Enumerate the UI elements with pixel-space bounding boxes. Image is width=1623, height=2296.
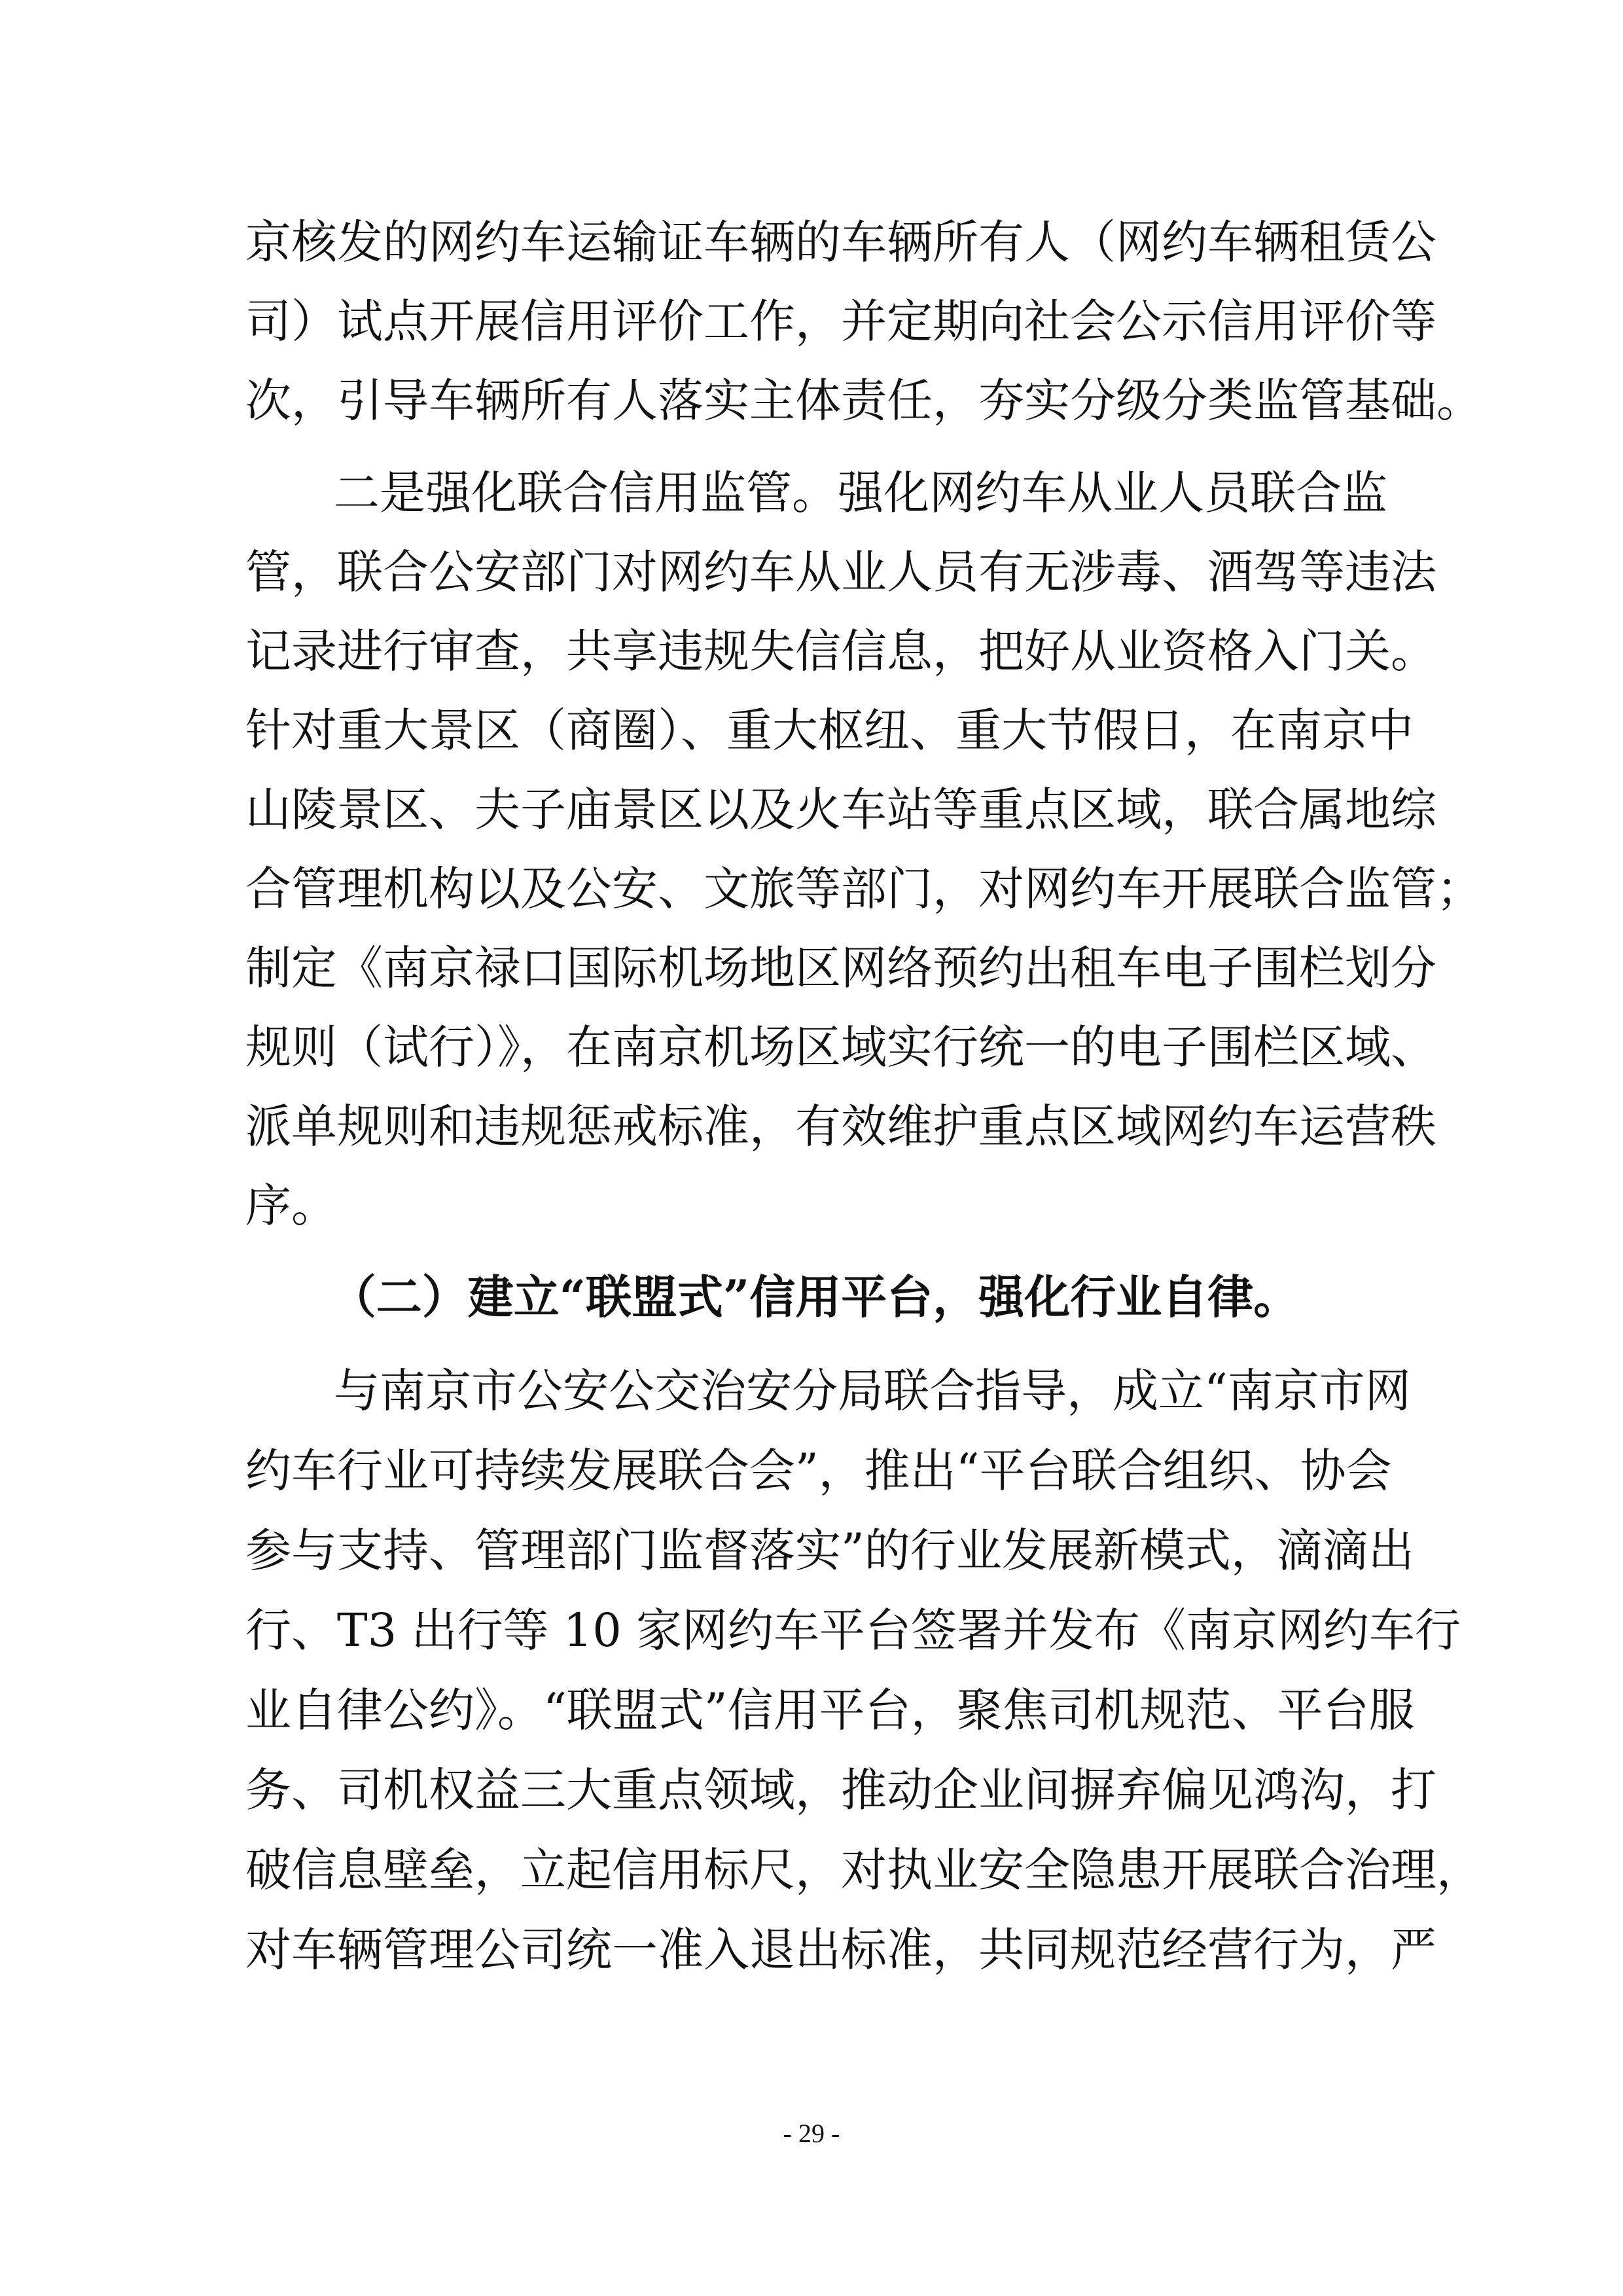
- body-text-line: 务、司机权益三大重点领域，推动企业间摒弃偏见鸿沟，打: [245, 1763, 1436, 1817]
- paragraph-first-line: 二是强化联合信用监管。强化网约车从业人员联合监: [334, 466, 1387, 520]
- body-text-line: 司）试点开展信用评价工作，并定期向社会公示信用评价等: [245, 295, 1436, 348]
- paragraph-last-line: 序。: [245, 1179, 337, 1232]
- body-text-line: 规则（试行）》，在南京机场区域实行统一的电子围栏区域、: [245, 1020, 1436, 1074]
- body-text-line: 记录进行审查，共享违规失信信息，把好从业资格入门关。: [245, 624, 1436, 678]
- body-text-line: 业自律公约》。“联盟式”信用平台，聚焦司机规范、平台服: [245, 1683, 1415, 1737]
- body-text-line: 针对重大景区（商圈）、重大枢纽、重大节假日，在南京中: [245, 704, 1414, 757]
- body-text-line: 制定《南京禄口国际机场地区网络预约出租车电子围栏划分: [245, 941, 1436, 995]
- body-text-line: 约车行业可持续发展联合会”，推出“平台联合组织、协会: [245, 1444, 1392, 1498]
- body-text-line: 破信息壁垒，立起信用标尺，对执业安全隐患开展联合治理，: [245, 1843, 1482, 1897]
- body-text-line: 京核发的网约车运输证车辆的车辆所有人（网约车辆租赁公: [245, 215, 1436, 269]
- body-text-line: 派单规则和违规惩戒标准，有效维护重点区域网约车运营秩: [245, 1100, 1436, 1153]
- page-number: - 29 -: [783, 2119, 840, 2148]
- body-text-line: 行、T3 出行等 10 家网约车平台签署并发布《南京网约车行: [245, 1604, 1461, 1657]
- body-text-line: 次，引导车辆所有人落实主体责任，夯实分级分类监管基础。: [245, 374, 1482, 427]
- body-text-line: 对车辆管理公司统一准入退出标准，共同规范经营行为，严: [245, 1923, 1436, 1977]
- section-heading: （二）建立“联盟式”信用平台，强化行业自律。: [330, 1270, 1300, 1324]
- body-text-line: 合管理机构以及公安、文旅等部门，对网约车开展联合监管；: [245, 862, 1482, 916]
- body-text-line: 管，联合公安部门对网约车从业人员有无涉毒、酒驾等违法: [245, 545, 1436, 599]
- body-text-line: 山陵景区、夫子庙景区以及火车站等重点区域，联合属地综: [245, 783, 1436, 836]
- paragraph-first-line: 与南京市公安公交治安分局联合指导，成立“南京市网: [334, 1364, 1411, 1418]
- body-text-line: 参与支持、管理部门监督落实”的行业发展新模式，滴滴出: [245, 1524, 1414, 1577]
